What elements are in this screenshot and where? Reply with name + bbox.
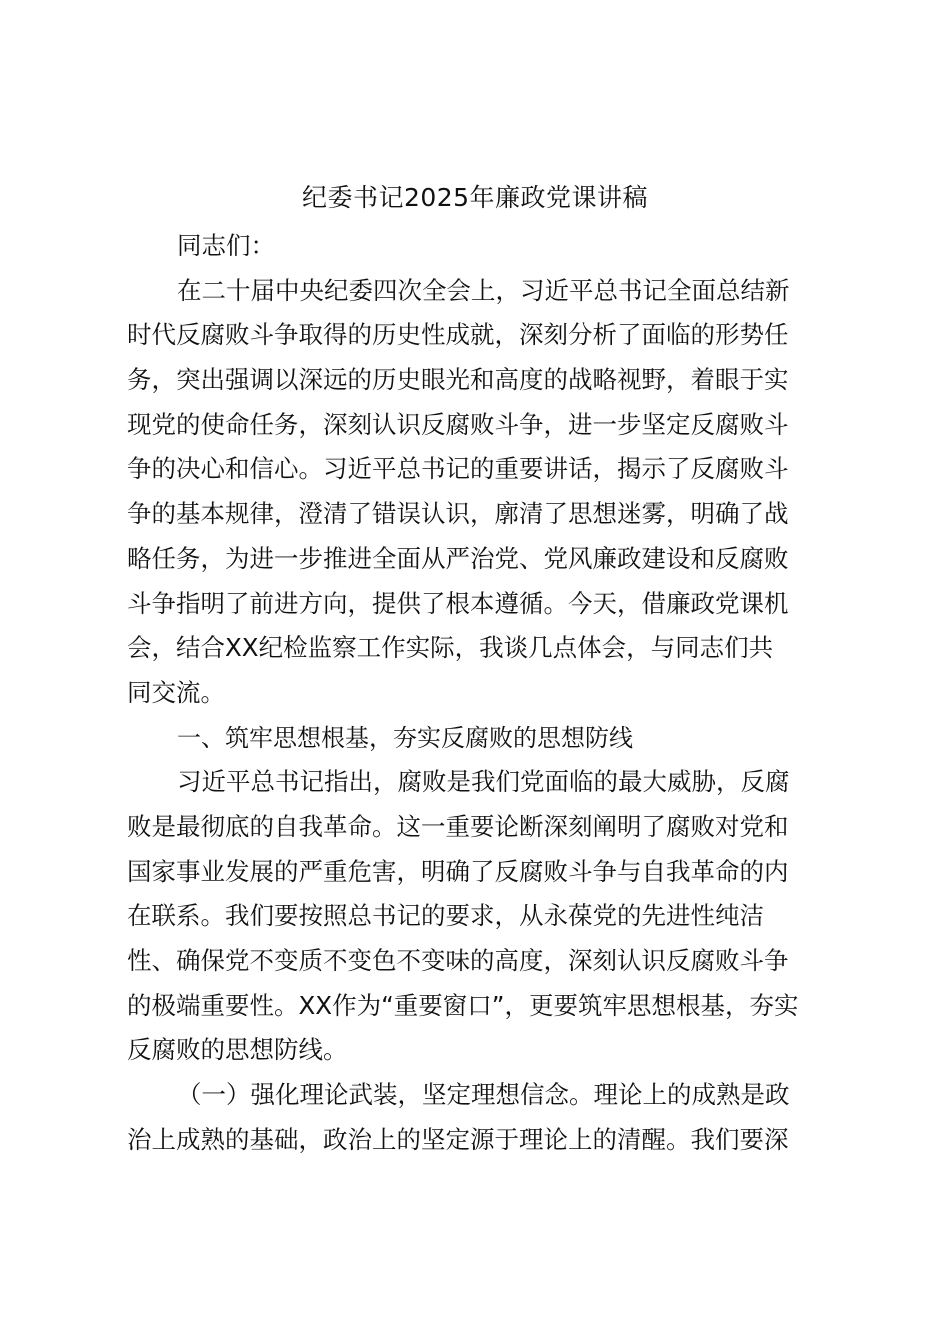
subsection-line: （一）强化理论武装，坚定理想信念。理论上的成熟是政: [177, 1080, 790, 1110]
paragraph-line: 争的基本规律，澄清了错误认识，廓清了思想迷雾，明确了战: [127, 499, 789, 529]
paragraph-line: 略任务，为进一步推进全面从严治党、党风廉政建设和反腐败: [127, 543, 789, 573]
paragraph-line: 争的决心和信心。习近平总书记的重要讲话，揭示了反腐败斗: [127, 454, 789, 484]
paragraph-line: 在二十届中央纪委四次全会上，习近平总书记全面总结新: [177, 275, 790, 305]
paragraph-line: 的极端重要性。XX作为“重要窗口”，更要筑牢思想根基，夯实: [127, 990, 799, 1020]
paragraph-line: 同交流。: [127, 677, 225, 707]
document-body: [127, 224, 832, 1162]
paragraph-line: 在联系。我们要按照总书记的要求，从永葆党的先进性纯洁: [127, 901, 764, 931]
document-title: 纪委书记2025年廉政党课讲稿: [301, 183, 649, 212]
paragraph-line: 会，结合XX纪检监察工作实际，我谈几点体会，与同志们共: [127, 633, 774, 663]
salutation: 同志们：: [177, 231, 275, 260]
paragraph-line: 斗争指明了前进方向，提供了根本遵循。今天，借廉政党课机: [127, 588, 789, 618]
paragraph-line: 反腐败的思想防线。: [127, 1035, 348, 1065]
paragraph-line: 国家事业发展的严重危害，明确了反腐败斗争与自我革命的内: [127, 856, 789, 886]
section-heading: 一、筑牢思想根基，夯实反腐败的思想防线: [177, 723, 633, 752]
paragraph-line: 时代反腐败斗争取得的历史性成就，深刻分析了面临的形势任: [127, 320, 789, 350]
paragraph-line: 败是最彻底的自我革命。这一重要论断深刻阐明了腐败对党和: [127, 811, 789, 841]
paragraph-line: 治上成熟的基础，政治上的坚定源于理论上的清醒。我们要深: [127, 1124, 789, 1154]
paragraph-line: 现党的使命任务，深刻认识反腐败斗争，进一步坚定反腐败斗: [127, 409, 789, 439]
paragraph-line: 性、确保党不变质不变色不变味的高度，深刻认识反腐败斗争: [127, 946, 789, 975]
paragraph-line: 务，突出强调以深远的历史眼光和高度的战略视野，着眼于实: [127, 365, 789, 395]
paragraph-line: 习近平总书记指出，腐败是我们党面临的最大威胁，反腐: [177, 767, 790, 797]
